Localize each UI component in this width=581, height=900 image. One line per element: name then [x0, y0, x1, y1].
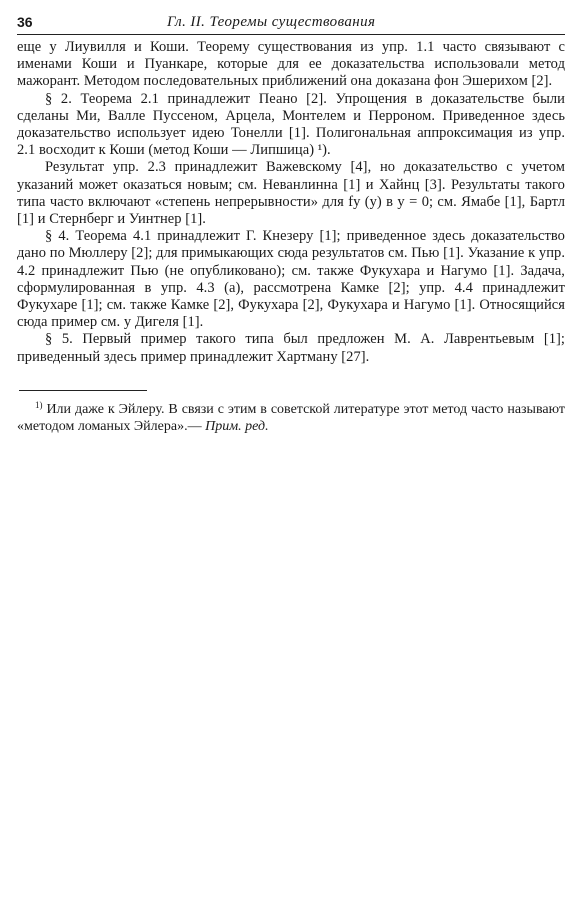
chapter-title: Гл. II. Теоремы существования	[167, 14, 376, 30]
footnote-marker: 1)	[35, 399, 43, 410]
running-head	[17, 12, 565, 35]
paragraph-result-2-3: Результат упр. 2.3 принадлежит Важевскому [4], но доказательство с учетом указаний может оказаться новым; см. Неванлинна [1] и Хайнц [3]. Результаты такого типа часто включают «степень непрерывности» для fy (y) в y = 0; см. Ямабе [1], Бартл [1] и Стернберг и Уинтнер [1].	[17, 159, 565, 228]
editor-note: Прим. ред.	[205, 418, 269, 434]
paragraph-section-4: § 4. Теорема 4.1 принадлежит Г. Кнезеру [1]; приведенное здесь доказательство дано по Мюллеру [2]; для примыкающих сюда результатов см. Пью [1]. Указание к упр. 4.2 принадлежит Пью (не опубликовано); см. также Фукухара и Нагумо [1]. Задача, сформулированная в упр. 4.3 (а), рассмотрена Камке [2]; упр. 4.4 принадлежит Фукухаре [1]; см. также Камке [2], Фукухара [2], Фукухара и Нагумо [1]. Относящийся сюда пример см. у Дигеля [1].	[17, 228, 565, 331]
book-page	[17, 12, 565, 435]
footnote-text: Или даже к Эйлеру. В связи с этим в советской литературе этот метод часто называют «методом ломаных Эйлера».—	[17, 401, 565, 434]
paragraph-section-5: § 5. Первый пример такого типа был предложен М. А. Лаврентьевым [1]; приведенный здесь пример принадлежит Хартману [27].	[17, 331, 565, 365]
page-number: 36	[17, 14, 33, 30]
footnote-divider	[19, 390, 147, 391]
paragraph-section-2: § 2. Теорема 2.1 принадлежит Пеано [2]. Упрощения в доказательстве были сделаны Ми, Валле Пуссеном, Арцела, Монтелем и Перроном. Приведенное здесь доказательство использует идею Тонелли [1]. Полигональная аппроксимация из упр. 2.1 восходит к Коши (метод Коши — Липшица) ¹).	[17, 90, 565, 159]
paragraph-continuation: еще у Лиувилля и Коши. Теорему существования из упр. 1.1 часто связывают с именами Коши и Пуанкаре, которые для ее доказательства использовали метод мажорант. Методом последовательных приближений она доказана фон Эшерихом [2].	[17, 39, 565, 90]
body-text	[17, 39, 565, 366]
footnote	[17, 397, 565, 435]
